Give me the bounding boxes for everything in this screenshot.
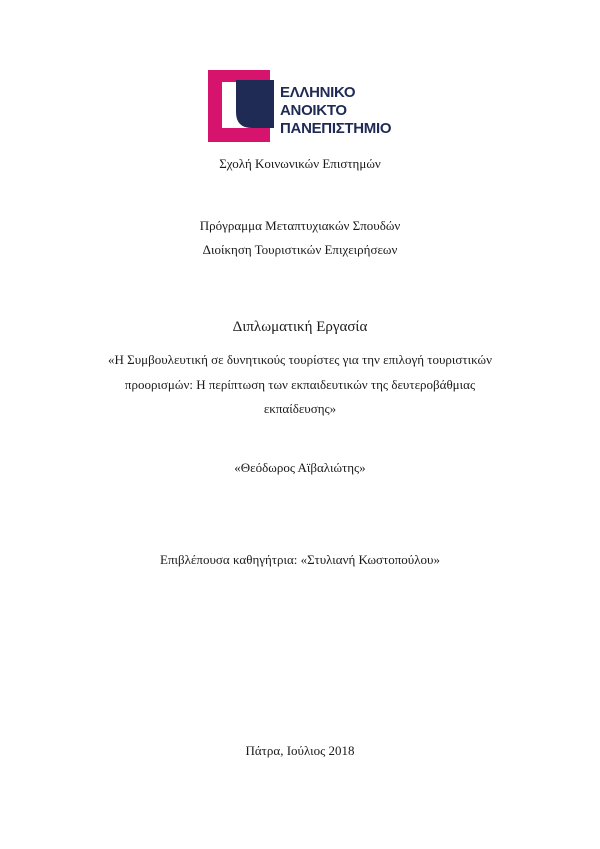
program-line-1: Πρόγραμμα Μεταπτυχιακών Σπουδών [199,218,401,233]
school-name: Σχολή Κοινωνικών Επιστημών [219,156,381,171]
thesis-title-line-2: προορισμών: Η περίπτωση των εκπαιδευτικών της δευτεροβάθμιας [124,377,476,392]
author-name: «Θεόδωρος Αϊβαλιώτης» [234,460,366,475]
supervisor: Επιβλέπουσα καθηγήτρια: «Στυλιανή Κωστοπούλου» [160,552,440,567]
university-logo [208,70,398,142]
university-name-line1: ΕΛΛΗΝΙΚΟ [280,84,356,101]
thesis-title-line-3: εκπαίδευσης» [263,401,337,416]
place-and-date: Πάτρα, Ιούλιος 2018 [245,743,355,758]
university-name-line3: ΠΑΝΕΠΙΣΤΗΜΙΟ [280,120,392,137]
university-name-line2: ΑΝΟΙΚΤΟ [280,102,347,119]
university-name [280,84,391,138]
thesis-title-line-1: «Η Συμβουλευτική σε δυνητικούς τουρίστες για την επιλογή τουριστικών [107,352,492,367]
university-logo-mark-icon [208,70,276,142]
thesis-type: Διπλωματική Εργασία [232,319,368,335]
program-line-2: Διοίκηση Τουριστικών Επιχειρήσεων [202,242,398,257]
